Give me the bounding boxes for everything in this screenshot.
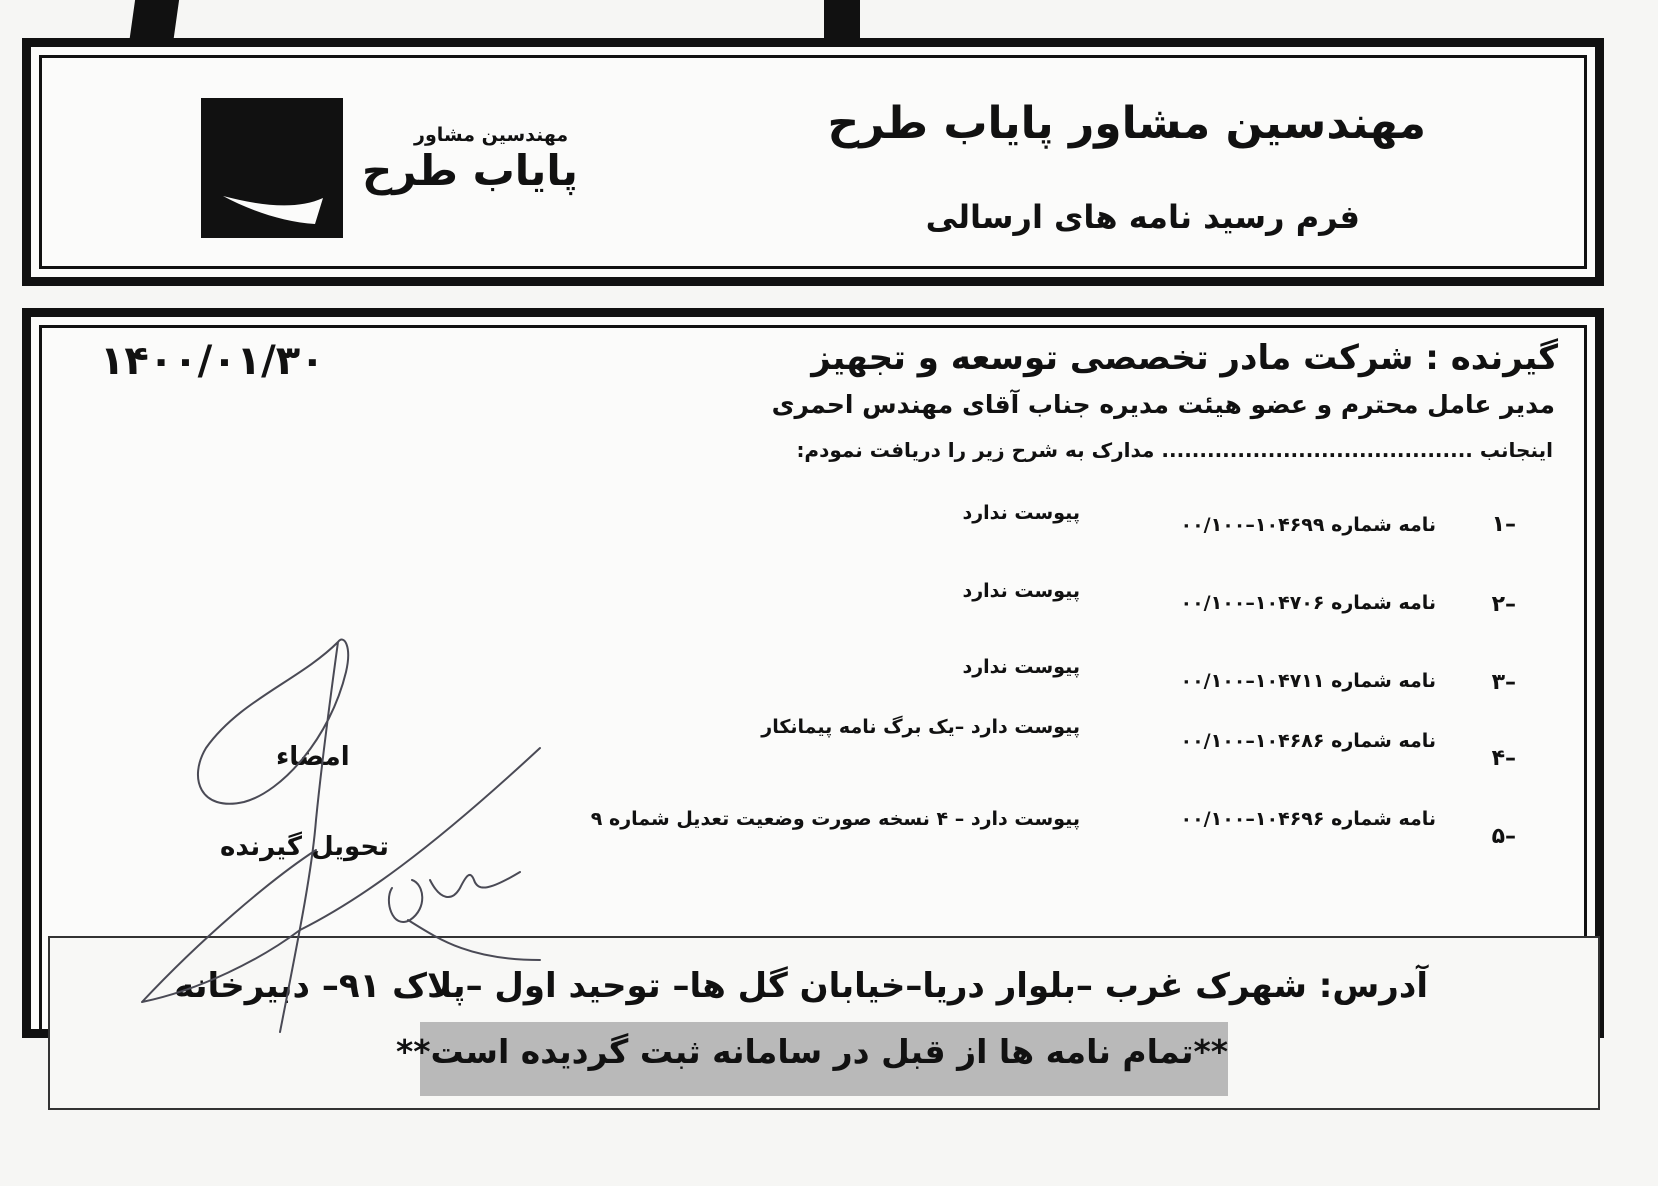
item-number: ۲– [1491, 592, 1516, 617]
item-letter-number: نامه شماره ۱۰۴۷۱۱–۰۰/۱۰۰ [1180, 670, 1436, 692]
registration-notice: **تمام نامه ها از قبل در سامانه ثبت گردیده است** [396, 1032, 1228, 1071]
item-letter-number: نامه شماره ۱۰۴۶۸۶–۰۰/۱۰۰ [1180, 730, 1436, 752]
item-attachment: پیوست ندارد [962, 502, 1080, 524]
item-attachment: پیوست دارد – ۴ نسخه صورت وضعیت تعدیل شماره ۹ [590, 808, 1080, 830]
item-letter-number: نامه شماره ۱۰۴۶۹۹–۰۰/۱۰۰ [1180, 514, 1436, 536]
signature-label: امضاء [276, 742, 350, 772]
company-title: مهندسین مشاور پایاب طرح [827, 98, 1426, 149]
item-attachment: پیوست ندارد [962, 580, 1080, 602]
item-letter-number: نامه شماره ۱۰۴۷۰۶–۰۰/۱۰۰ [1180, 592, 1436, 614]
item-number: ۱– [1491, 512, 1516, 537]
intro-line: اینجانب ......................................... مدارک به شرح زیر را دریافت نمودم: [796, 438, 1553, 462]
item-number: ۵– [1491, 824, 1516, 849]
item-letter-number: نامه شماره ۱۰۴۶۹۶–۰۰/۱۰۰ [1180, 808, 1436, 830]
item-attachment: پیوست ندارد [962, 656, 1080, 678]
item-number: ۴– [1491, 746, 1516, 771]
logo-swoosh-icon [201, 98, 343, 238]
address-line: آدرس: شهرک غرب –بلوار دریا–خیابان گل ها– توحید اول –پلاک ۹۱– دبیرخانه [174, 966, 1428, 1006]
item-number: ۳– [1491, 670, 1516, 695]
logo-small-text: مهندسین مشاور [414, 124, 569, 146]
logo-icon [201, 98, 343, 238]
receiver-label: تحویل گیرنده [220, 832, 389, 862]
date: ۱۴۰۰/۰۱/۳۰ [100, 338, 325, 384]
recipient-line: گیرنده : شرکت مادر تخصصی توسعه و تجهیز [811, 338, 1558, 378]
item-attachment: پیوست دارد –یک برگ نامه پیمانکار [761, 716, 1080, 738]
addressee-line: مدیر عامل محترم و عضو هیئت مدیره جناب آقای مهندس احمری [771, 390, 1555, 419]
logo-big-text: پایاب طرح [362, 146, 578, 195]
form-title: فرم رسید نامه های ارسالی [925, 198, 1360, 236]
